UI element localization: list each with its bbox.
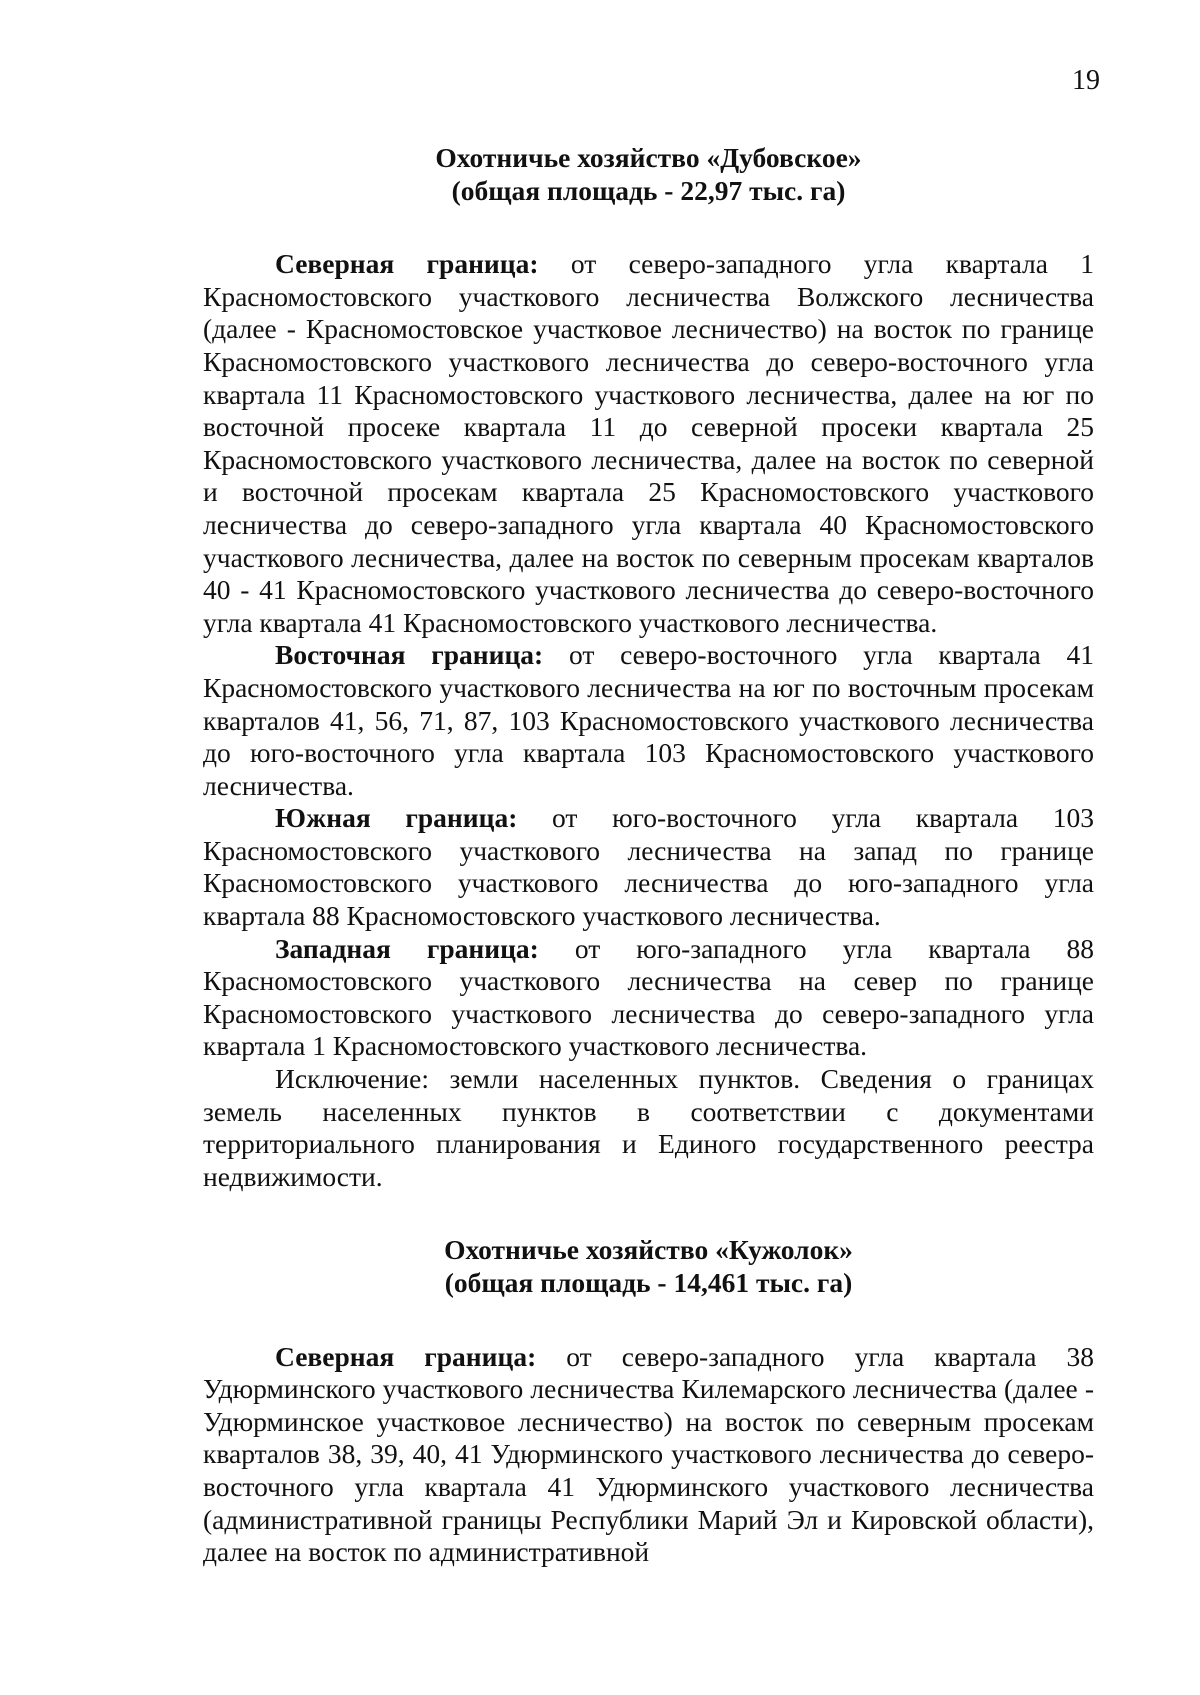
section-heading xyxy=(203,142,1094,207)
paragraph-lead: Северная граница: xyxy=(275,248,539,280)
paragraph-lead: Южная граница: xyxy=(275,802,518,834)
paragraph-text: от юго-восточного угла квартала 103 Красномостовского участкового лесничества на запад по границе Красномостовского участкового лесничества до юго-западного угла квартала 88 Красномостовского участкового лесничества. xyxy=(203,802,1095,932)
paragraph-north-boundary xyxy=(203,248,1094,639)
section-subtitle: (общая площадь - 14,461 тыс. га) xyxy=(444,1267,853,1298)
paragraph-east-boundary xyxy=(203,639,1094,802)
paragraph-exception xyxy=(203,1063,1094,1193)
paragraph-lead: Западная граница: xyxy=(275,932,539,964)
page-number: 19 xyxy=(1072,65,1100,96)
section-title: Охотничье хозяйство «Дубовское» xyxy=(435,142,862,173)
paragraph-text: от северо-западного угла квартала 38 Удюрминского участкового лесничества Килемарского лесничества (далее - Удюрминское участковое лесничество) на восток по северным просекам кварталов 38, 39, 40, 41 Удюрминского участкового лесничества до северо-восточного угла квартала 41 Удюрминского участкового лесничества (административной границы Республики Марий Эл и Кировской области), далее на восток по административной xyxy=(203,1340,1095,1568)
paragraph-text: Исключение: земли населенных пунктов. Сведения о границах земель населенных пунктов в соответствии с документами территориального планирования и Единого государственного реестра недвижимости. xyxy=(203,1063,1094,1192)
paragraph-text: от юго-западного угла квартала 88 Красномостовского участкового лесничества на север по границе Красномостовского участкового лесничества до северо-западного угла квартала 1 Красномостовского участкового лесничества. xyxy=(203,932,1094,1062)
page-content xyxy=(203,142,1094,1569)
paragraph-north-boundary xyxy=(203,1341,1094,1569)
paragraph-west-boundary xyxy=(203,933,1094,1063)
section-subtitle: (общая площадь - 22,97 тыс. га) xyxy=(451,174,846,206)
paragraph-text: от северо-западного угла квартала 1 Красномостовского участкового лесничества Волжского лесничества (далее - Красномостовское участковое лесничество) на восток по границе Красномостовского участкового лесничества до северо-восточного угла квартала 11 Красномостовского участкового лесничества, далее на юг по восточной просеке квартала 11 до северной просеки квартала 25 Красномостовского участкового лесничества, далее на восток по северной и восточной просекам квартала 25 Красномостовского участкового лесничества до северо-западного угла квартала 40 Красномостовского участкового лесничества, далее на восток по северным просекам кварталов 40 - 41 Красномостовского участкового лесничества до северо-восточного угла квартала 41 Красномостовского участкового лесничества. xyxy=(203,248,1095,638)
section-title: Охотничье хозяйство «Кужолок» xyxy=(444,1234,853,1266)
paragraph-lead: Восточная граница: xyxy=(275,639,544,671)
section-heading xyxy=(203,1234,1094,1299)
paragraph-south-boundary xyxy=(203,802,1094,932)
paragraph-lead: Северная граница: xyxy=(275,1340,537,1372)
paragraph-text: от северо-восточного угла квартала 41 Красномостовского участкового лесничества на юг по восточным просекам кварталов 41, 56, 71, 87, 103 Красномостовского участкового лесничества до юго-восточного угла квартала 103 Красномостовского участкового лесничества. xyxy=(203,639,1094,801)
